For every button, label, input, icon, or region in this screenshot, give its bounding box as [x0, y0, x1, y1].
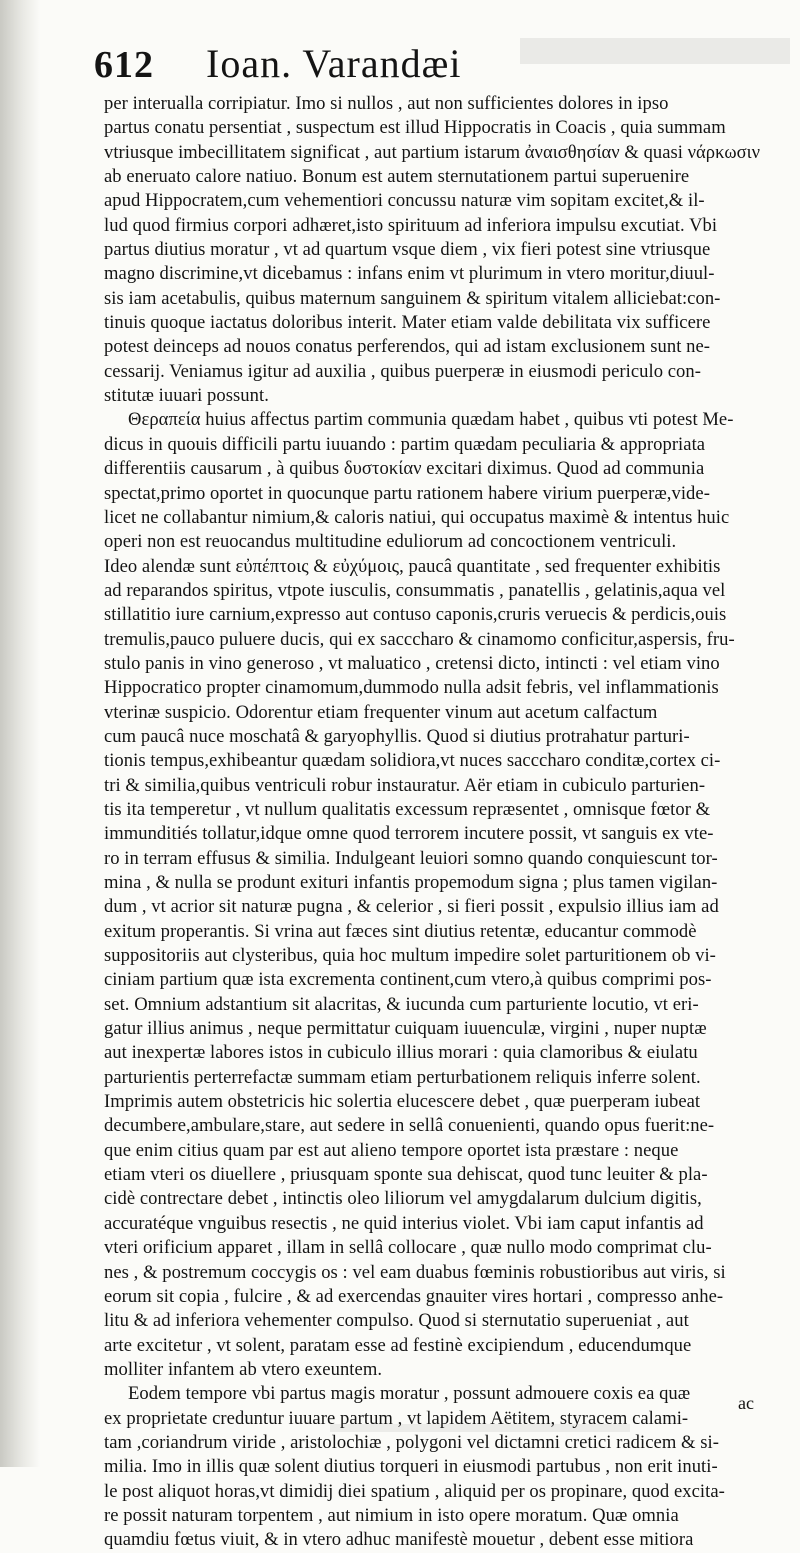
- text-line: litu & ad inferiora vehementer compulso. Quod si sternutatio superueniat , aut: [104, 1310, 689, 1332]
- running-title: Ioan. Varandæi: [206, 41, 462, 86]
- text-line: stillatitio iure carnium,expresso aut contuso caponis,cruris veruecis & perdicis,ouis: [104, 604, 727, 626]
- text-line: immunditiés tollatur,idque omne quod terrorem incutere possit, vt sanguis ex vte-: [104, 823, 714, 845]
- catchword: ac: [738, 1393, 754, 1413]
- text-line: apud Hippocratem,cum vehementiori concussu naturæ vim sopitam excitet,& il-: [104, 190, 705, 212]
- text-line: ex proprietate creduntur iuuare partum , vt lapidem Aëtitem, styracem calami-: [104, 1407, 689, 1429]
- text-line: cum paucâ nuce moschatâ & garyophyllis. Quod si diutius protrahatur parturi-: [104, 725, 690, 747]
- page-header: [94, 40, 774, 100]
- text-line: le post aliquot horas,vt dimidij diei spatium , aliquid per os propinare, quod excita-: [104, 1480, 725, 1502]
- text-line: nes , & postremum coccygis os : vel eam duabus fœminis robustioribus aut viris, si: [104, 1261, 726, 1283]
- paragraph-1: [104, 92, 760, 408]
- text-line: mina , & nulla se produnt exituri infantis propemodum signa ; plus tamen vigilan-: [104, 872, 718, 893]
- text-line: magno discrimine,vt dicebamus : infans enim vt plurimum in vtero moritur,diuul-: [104, 263, 715, 285]
- text-line: cessarij. Veniamus igitur ad auxilia , quibus puerperæ in eiusmodi periculo con-: [104, 360, 701, 382]
- text-line: accuratéque vnguibus resectis , ne quid interius violet. Vbi iam caput infantis ad: [104, 1212, 704, 1234]
- text-line: tinuis quoque iactatus doloribus interit. Mater etiam valde debilitata vix sufficere: [104, 312, 711, 334]
- text-line: lud quod firmius corpori adhæret,isto spirituum ad inferiora impulsu excutiat. Vbi: [104, 214, 718, 236]
- text-line: tremulis,pauco puluere ducis, qui ex sacccharo & cinamomo conficitur,aspersis, fru-: [104, 628, 735, 650]
- text-line: arte excitetur , vt solent, paratam esse ad festinè excipiendum , educendumque: [104, 1334, 692, 1356]
- text-line: Θεραπεία huius affectus partim communia quædam habet , quibus vti potest Me-: [128, 409, 734, 431]
- page-number: 612: [94, 44, 154, 86]
- text-line: spectat,primo oportet in quocunque partu rationem habere virium puerperæ,vide-: [104, 482, 710, 504]
- text-line: que enim citius quam par est aut alieno tempore oportet ista præstare : neque: [104, 1139, 679, 1161]
- text-line: exitum properantis. Si vrina aut fæces sint diutius retentæ, educantur commodè: [104, 920, 697, 942]
- text-line: tis ita temperetur , vt nullum qualitatis excessum repræsentet , omnisque fœtor &: [104, 798, 711, 820]
- bottom-bleed-through: [330, 1418, 630, 1438]
- text-line: ab eneruato calore natiuo. Bonum est autem sternutationem partui superuenire: [104, 166, 690, 188]
- text-line: stitutæ iuuari possunt.: [104, 385, 269, 407]
- text-line: tam ,coriandrum viride , aristolochiæ , polygoni vel dictamni cretici radicem & si-: [104, 1431, 719, 1453]
- text-line: licet ne collabantur nimium,& caloris natiui, qui occupatus maximè & intentus huic: [104, 506, 730, 528]
- text-line: re possit naturam torpentem , aut nimium in isto opere moratum. Quæ omnia: [104, 1504, 679, 1526]
- text-line: milia. Imo in illis quæ solent diutius torqueri in eiusmodi partubus , non erit inuti-: [104, 1456, 718, 1478]
- text-line: per interualla corripiatur. Imo si nullos , aut non sufficientes dolores in ipso: [104, 93, 669, 114]
- text-line: differentiis causarum , à quibus δυστοκίαν excitari diximus. Quod ad communia: [104, 458, 705, 480]
- text-line: tri & similia,quibus ventriculi robur instauratur. Aër etiam in cubiculo parturien-: [104, 774, 706, 796]
- text-line: gatur illius animus , neque permittatur cuiquam iuuenculæ, virgini , nuper nuptæ: [104, 1018, 707, 1040]
- text-line: cidè contrectare debet , intinctis oleo liliorum vel amygdalarum dulcium digitis,: [104, 1188, 702, 1210]
- text-line: set. Omnium adstantium sit alacritas, & iucunda cum parturiente locutio, vt eri-: [104, 993, 699, 1015]
- page-gutter-shadow: [0, 0, 40, 1467]
- text-line: dum , vt acrior sit naturæ pugna , & celerior , si fieri possit , expulsio illius iam ad: [104, 896, 719, 918]
- text-line: parturientis perterrefactæ summam etiam perturbationem reliquis inferre solent.: [104, 1066, 701, 1088]
- text-line: vteri orificium apparet , illam in sellâ collocare , quæ nullo modo comprimat clu-: [104, 1237, 712, 1259]
- text-line: vterinæ suspicio. Odorentur etiam frequenter vinum aut acetum calfactum: [104, 701, 658, 723]
- text-line: etiam vteri os diuellere , priusquam sponte sua dehiscat, quod tunc leuiter & pla-: [104, 1164, 708, 1186]
- text-line: ro in terram effusus & similia. Indulgeant leuiori somno quando conquiescunt tor-: [104, 847, 718, 869]
- text-line: suppositoriis aut clysteribus, quia hoc multum impedire solet parturitionem ob vi-: [104, 945, 716, 967]
- text-line: molliter infantem ab vtero exeuntem.: [104, 1358, 383, 1380]
- text-line: tionis tempus,exhibeantur quædam solidiora,vt nuces sacccharo conditæ,cortex ci-: [104, 750, 721, 772]
- text-line: vtriusque imbecillitatem significat , aut partium istarum ἀναισθησίαν & quasi νάρκωσιν: [104, 141, 761, 163]
- text-line: stulo panis in vino generoso , vt maluatico , cretensi dicto, intincti : vel etiam vino: [104, 652, 720, 674]
- text-line: Eodem tempore vbi partus magis moratur , possunt admouere coxis ea quæ: [128, 1383, 691, 1405]
- text-line: Ideo alendæ sunt εὐπέπτοις & εὐχύμοις, paucâ quantitate , sed frequenter exhibitis: [104, 555, 721, 577]
- text-line: eorum sit copia , fulcire , & ad exercendas gnauiter vires hortari , compresso anhe-: [104, 1285, 724, 1307]
- paragraph-3: [104, 1382, 760, 1552]
- text-line: sis iam acetabulis, quibus maternum sanguinem & spiritum vitalem alliciebat:con-: [104, 287, 721, 309]
- text-line: Imprimis autem obstetricis hic solertia elucescere debet , quæ puerperam iubeat: [104, 1091, 701, 1113]
- text-line: ad reparandos spiritus, vtpote iusculis, consummatis , panatellis , gelatinis,aqua vel: [104, 579, 726, 601]
- paragraph-2: [104, 408, 760, 1382]
- text-line: dicus in quouis difficili partu iuuando : partim quædam peculiaria & appropriata: [104, 433, 706, 455]
- text-line: operi non est reuocandus multitudine eduliorum ad concoctionem ventriculi.: [104, 531, 677, 553]
- text-line: partus diutius moratur , vt ad quartum vsque diem , vix fieri potest sine vtriusque: [104, 239, 711, 261]
- text-line: partus conatu persentiat , suspectum est illud Hippocratis in Coacis , quia summam: [104, 117, 726, 139]
- body-text: [104, 92, 760, 1553]
- text-line: potest deinceps ad nouos conatus perferendos, qui ad istam exclusionem sunt ne-: [104, 336, 711, 358]
- text-line: ciniam partium quæ ista excrementa continent,cum vtero,à quibus comprimi pos-: [104, 969, 712, 991]
- text-line: aut inexpertæ labores istos in cubiculo illius morari : quia clamoribus & eiulatu: [104, 1042, 698, 1064]
- text-line: Hippocratico propter cinamomum,dummodo nulla adsit febris, vel inflammationis: [104, 677, 719, 699]
- text-line: decumbere,ambulare,stare, aut sedere in sellâ conuenienti, quando opus fuerit:ne-: [104, 1115, 715, 1137]
- text-line: quamdiu fœtus viuit, & in vtero adhuc manifestè mouetur , debent esse mitiora: [104, 1529, 694, 1551]
